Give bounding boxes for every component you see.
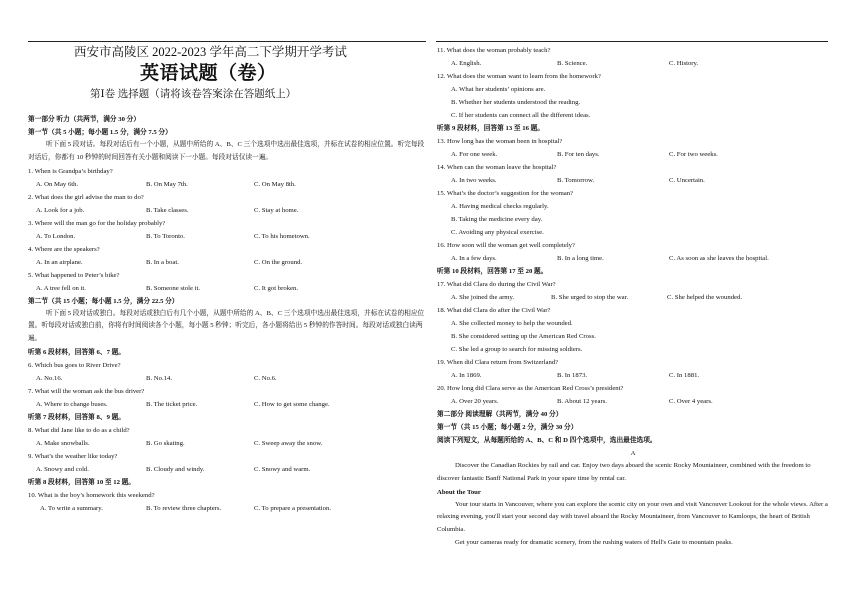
question-8: 8. What did Jane like to do as a child? bbox=[28, 426, 130, 434]
question-7: 7. What will the woman ask the bus driver? bbox=[28, 387, 145, 395]
part2-section1-heading: 第一节（共 15 小题；每小题 2 分，满分 30 分） bbox=[437, 424, 578, 431]
option-a[interactable]: A. A tree fell on it. bbox=[36, 284, 86, 292]
options-1 bbox=[28, 178, 426, 191]
option-c[interactable]: C. It got broken. bbox=[254, 284, 299, 292]
option-a[interactable]: A. In 1869. bbox=[451, 372, 482, 379]
option-a[interactable]: A. Look for a job. bbox=[36, 206, 85, 214]
question-18: 18. What did Clara do after the Civil War? bbox=[437, 307, 551, 314]
passage-letter: A bbox=[630, 450, 636, 457]
option-b[interactable]: B. Go skating. bbox=[146, 439, 185, 447]
right-column bbox=[437, 44, 829, 550]
passage-paragraph: Get your cameras ready for dramatic scenery, from the rushing waters of Hell's Gate to mountain peaks. bbox=[455, 538, 733, 546]
option-c[interactable]: C. To his hometown. bbox=[254, 232, 310, 240]
question-6: 6. Which bus goes to River Drive? bbox=[28, 361, 121, 369]
options-10 bbox=[28, 502, 426, 515]
option-c[interactable]: C. On May 8th. bbox=[254, 180, 296, 188]
question-5: 5. What happened to Peter’s bike? bbox=[28, 271, 120, 279]
question-16: 16. How soon will the woman get well completely? bbox=[437, 242, 575, 249]
option-a[interactable]: A. On May 6th. bbox=[36, 180, 79, 188]
options-3 bbox=[28, 230, 426, 243]
options-7 bbox=[28, 398, 426, 411]
material-8-heading: 听第 8 段材料，回答第 10 至 12 题。 bbox=[28, 478, 135, 486]
option-a[interactable]: A. To write a summary. bbox=[40, 504, 103, 512]
reading-instructions: 阅读下列短文，从每题所给的 A、B、C 和 D 四个选项中，选出最佳选项。 bbox=[437, 437, 657, 444]
option-a[interactable]: A. In a few days. bbox=[451, 255, 497, 262]
question-1: 1. When is Grandpa’s birthday? bbox=[28, 167, 113, 175]
option-b[interactable]: B. To review three chapters. bbox=[146, 504, 222, 512]
options-9 bbox=[28, 463, 426, 476]
question-20: 20. How long did Clara serve as the American Red Cross’s president? bbox=[437, 385, 624, 392]
option-a[interactable]: A. She joined the army. bbox=[451, 294, 515, 301]
passage-subheading: About the Tour bbox=[437, 488, 481, 496]
question-2: 2. What does the girl advise the man to do? bbox=[28, 193, 144, 201]
question-13: 13. How long has the woman been in hospital? bbox=[437, 138, 563, 145]
options-12 bbox=[437, 83, 829, 122]
passage-paragraph: Discover the Canadian Rockies by rail and car. Enjoy two days aboard the scenic Rocky Mountaineer, combined with the freedom to discover fantastic Banff National Park in your spare time by rental car. bbox=[437, 462, 811, 482]
top-rule-left bbox=[28, 41, 426, 42]
passage-paragraph: Your tour starts in Vancouver, where you can explore the scenic city on your own and visit Vancouver Lookout for the whole views. After a relaxing evening, you'll start your second day with travel aboard the Rocky Mountaineer, from Vancouver to Kamloops, the heart of British Columbia. bbox=[437, 500, 828, 534]
option-b[interactable]: B. Tomorrow. bbox=[557, 177, 595, 184]
section1-heading: 第一节（共 5 小题；每小题 1.5 分，满分 7.5 分） bbox=[28, 129, 172, 136]
options-6 bbox=[28, 372, 426, 385]
question-17: 17. What did Clara do during the Civil War? bbox=[437, 281, 556, 288]
options-2 bbox=[28, 204, 426, 217]
options-11 bbox=[437, 57, 829, 70]
option-b[interactable]: B. Cloudy and windy. bbox=[146, 465, 205, 473]
option-a[interactable]: A. Having medical checks regularly. bbox=[451, 203, 549, 210]
option-c[interactable]: C. Snowy and warm. bbox=[254, 465, 311, 473]
option-b[interactable]: B. In 1873. bbox=[557, 372, 588, 379]
option-a[interactable]: A. For one week. bbox=[451, 151, 498, 158]
option-b[interactable]: B. Whether her students understood the reading. bbox=[451, 99, 581, 106]
material-7-heading: 听第 7 段材料，回答第 8、9 题。 bbox=[28, 413, 125, 421]
option-a[interactable]: A. No.16. bbox=[36, 374, 63, 382]
option-c[interactable]: C. In 1881. bbox=[669, 372, 700, 379]
option-b[interactable]: B. Someone stole it. bbox=[146, 284, 201, 292]
section-heading: 第Ⅰ卷 选择题（请将该卷答案涂在答题纸上） bbox=[90, 89, 297, 100]
option-c[interactable]: C. She led a group to search for missing soldiers. bbox=[451, 346, 583, 353]
option-a[interactable]: A. Snowy and cold. bbox=[36, 465, 89, 473]
options-15 bbox=[437, 200, 829, 239]
section1-instructions: 听下面 5 段对话。每段对话后有一个小题，从题中所给的 A、B、C 三个选项中选出最佳选项，并标在试卷的相应位置。听完每段对话后，你都有 10 秒钟的时间回答有关小题和阅读下一小题。每段对话仅读一遍。 bbox=[28, 141, 425, 161]
option-b[interactable]: B. On May 7th. bbox=[146, 180, 188, 188]
question-14: 14. When can the woman leave the hospital? bbox=[437, 164, 557, 171]
option-c[interactable]: C. For two weeks. bbox=[669, 151, 718, 158]
option-b[interactable]: B. About 12 years. bbox=[557, 398, 607, 405]
option-c[interactable]: C. Sweep away the snow. bbox=[254, 439, 323, 447]
options-20 bbox=[437, 395, 829, 408]
option-a[interactable]: A. What her students’ opinions are. bbox=[451, 86, 546, 93]
material-10-heading: 听第 10 段材料，回答第 17 至 20 题。 bbox=[437, 268, 548, 275]
options-8 bbox=[28, 437, 426, 450]
option-a[interactable]: A. To London. bbox=[36, 232, 76, 240]
question-19: 19. When did Clara return from Switzerland? bbox=[437, 359, 559, 366]
option-c[interactable]: C. Stay at home. bbox=[254, 206, 299, 214]
question-9: 9. What’s the weather like today? bbox=[28, 452, 118, 460]
option-a[interactable]: A. In an airplane. bbox=[36, 258, 83, 266]
option-a[interactable]: A. She collected money to help the wounded. bbox=[451, 320, 573, 327]
option-c[interactable]: C. History. bbox=[669, 60, 699, 67]
option-b[interactable]: B. Science. bbox=[557, 60, 588, 67]
option-b[interactable]: B. In a boat. bbox=[146, 258, 179, 266]
option-a[interactable]: A. English. bbox=[451, 60, 482, 67]
part2-heading: 第二部分 阅读理解（共两节，满分 40 分） bbox=[437, 411, 563, 418]
option-c[interactable]: C. How to get some change. bbox=[254, 400, 330, 408]
exam-subtitle: 西安市高陵区 2022-2023 学年高二下学期开学考试 bbox=[74, 45, 347, 59]
option-c[interactable]: C. To prepare a presentation. bbox=[254, 504, 332, 512]
option-c[interactable]: C. On the ground. bbox=[254, 258, 303, 266]
question-10: 10. What is the boy’s homework this weekend? bbox=[28, 491, 155, 499]
option-c[interactable]: C. Uncertain. bbox=[669, 177, 705, 184]
option-c[interactable]: C. She helped the wounded. bbox=[667, 294, 743, 301]
option-b[interactable]: B. She urged to stop the war. bbox=[551, 294, 629, 301]
option-c[interactable]: C. Avoiding any physical exercise. bbox=[451, 229, 544, 236]
options-14 bbox=[437, 174, 829, 187]
question-4: 4. Where are the speakers? bbox=[28, 245, 100, 253]
option-c[interactable]: C. As soon as she leaves the hospital. bbox=[669, 255, 769, 262]
option-b[interactable]: B. She considered setting up the American Red Cross. bbox=[451, 333, 596, 340]
option-b[interactable]: B. Take classes. bbox=[146, 206, 189, 214]
material-6-heading: 听第 6 段材料，回答第 6、7 题。 bbox=[28, 348, 125, 356]
options-4 bbox=[28, 256, 426, 269]
option-b[interactable]: B. For ten days. bbox=[557, 151, 600, 158]
options-18 bbox=[437, 317, 829, 356]
option-c[interactable]: C. If her students can connect all the different ideas. bbox=[451, 112, 591, 119]
option-a[interactable]: A. Make snowballs. bbox=[36, 439, 90, 447]
options-5 bbox=[28, 282, 426, 295]
options-13 bbox=[437, 148, 829, 161]
question-3: 3. Where will the man go for the holiday probably? bbox=[28, 219, 166, 227]
part1-heading: 第一部分 听力（共两节，满分 30 分） bbox=[28, 116, 141, 123]
exam-title: 英语试题（卷） bbox=[140, 63, 277, 84]
option-a[interactable]: A. In two weeks. bbox=[451, 177, 497, 184]
question-12: 12. What does the woman want to learn from the homework? bbox=[437, 73, 601, 80]
section2-instructions: 听下面 5 段对话或独白。每段对话或独白后有几个小题，从题中所给的 A、B、C 三个选项中选出最佳选项，并标在试卷的相应位置。听每段对话或独白前，你将有时间阅读各个小题，每小题 5 秒钟；听完后，各小题将给出 5 秒钟的作答时间。每段对话或独白读两遍。 bbox=[28, 309, 425, 343]
options-16 bbox=[437, 252, 829, 265]
question-15: 15. What’s the doctor’s suggestion for the woman? bbox=[437, 190, 574, 197]
option-b[interactable]: B. No.14. bbox=[146, 374, 173, 382]
option-b[interactable]: B. To Toronto. bbox=[146, 232, 185, 240]
option-c[interactable]: C. Over 4 years. bbox=[669, 398, 713, 405]
option-b[interactable]: B. Taking the medicine every day. bbox=[451, 216, 543, 223]
option-b[interactable]: B. The ticket price. bbox=[146, 400, 198, 408]
options-17 bbox=[437, 291, 829, 304]
option-a[interactable]: A. Over 20 years. bbox=[451, 398, 499, 405]
option-b[interactable]: B. In a long time. bbox=[557, 255, 604, 262]
option-a[interactable]: A. Where to change buses. bbox=[36, 400, 108, 408]
left-column bbox=[28, 44, 426, 515]
section2-heading: 第二节（共 15 小题；每小题 1.5 分，满分 22.5 分） bbox=[28, 297, 179, 305]
options-19 bbox=[437, 369, 829, 382]
top-rule-right bbox=[436, 41, 828, 42]
option-c[interactable]: C. No.6. bbox=[254, 374, 277, 382]
material-9-heading: 听第 9 段材料，回答第 13 至 16 题。 bbox=[437, 125, 544, 132]
question-11: 11. What does the woman probably teach? bbox=[437, 47, 551, 54]
